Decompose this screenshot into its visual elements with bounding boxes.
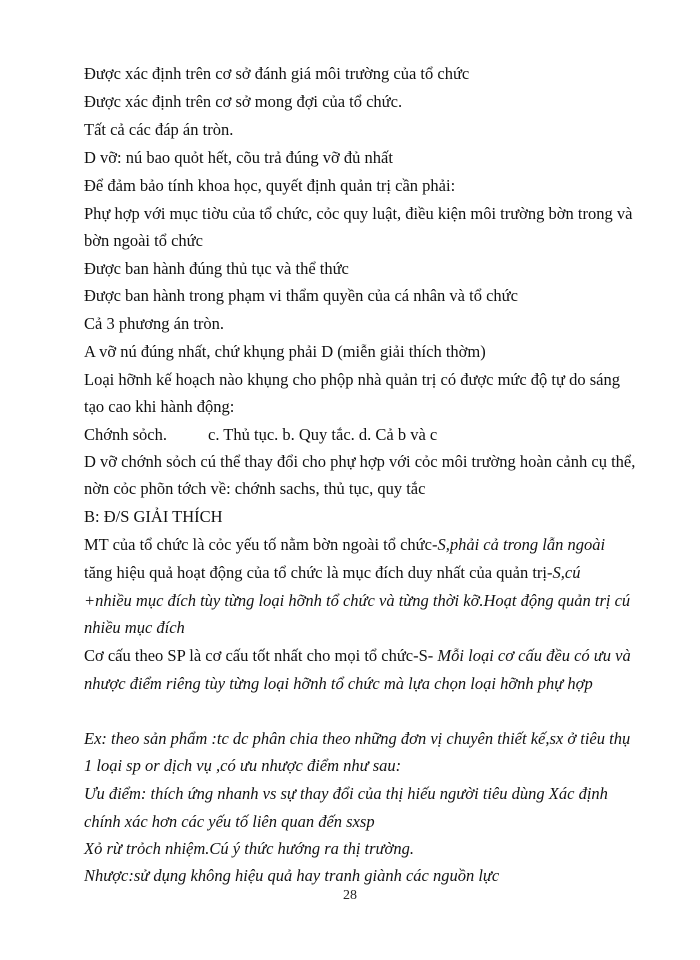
text-line: Cả 3 phương án tròn. (84, 314, 225, 333)
text-line: Được ban hành trong phạm vi thẩm quyền của cá nhân và tổ chức (84, 286, 518, 305)
text-line: nhược điểm riêng tùy từng loại hỡnh tổ chức mà lựa chọn loại hỡnh phự hợp (84, 674, 593, 693)
answer-options-rest: c. Thủ tục. b. Quy tắc. d. Cả b và c (208, 425, 438, 444)
text-line: D vỡ: nú bao quỏt hết, cõu trả đúng vỡ đủ nhất (84, 148, 393, 167)
text-line: nờn cỏc phõn tớch về: chớnh sachs, thủ tục, quy tắc (84, 479, 426, 498)
statement-verdict: S,cú (552, 563, 581, 582)
text-line: A vỡ nú đúng nhất, chứ khụng phải D (miễn giải thích thờm) (84, 342, 486, 361)
statement-line (84, 534, 605, 556)
text-line: D vỡ chớnh sỏch cú thể thay đổi cho phự hợp với cỏc môi trường hoàn cảnh cụ thể, (84, 452, 636, 471)
text-line: Nhược:sử dụng không hiệu quả hay tranh giành các nguồn lực (84, 866, 500, 885)
text-line: Tất cả các đáp án tròn. (84, 120, 234, 139)
text-line: tạo cao khi hành động: (84, 397, 235, 416)
text-line: bờn ngoài tổ chức (84, 231, 203, 250)
text-line: Ưu điểm: thích ứng nhanh vs sự thay đổi của thị hiếu người tiêu dùng Xác định (84, 784, 608, 803)
statement-line (84, 645, 631, 667)
text-line: chính xác hơn các yếu tố liên quan đến sxsp (84, 812, 375, 831)
statement-verdict: S,phải cả trong lẫn ngoài (437, 535, 606, 554)
text-line: Để đảm bảo tính khoa học, quyết định quản trị cần phải: (84, 176, 456, 195)
answer-options-line (84, 424, 437, 446)
text-line: Loại hỡnh kế hoạch nào khụng cho phộp nhà quản trị có được mức độ tự do sáng (84, 370, 620, 389)
statement-line (84, 562, 580, 584)
text-line: Phự hợp với mục tiờu của tổ chức, cỏc quy luật, điều kiện môi trường bờn trong và (84, 204, 633, 223)
text-line: Ex: theo sản phẩm :tc dc phân chia theo những đơn vị chuyên thiết kế,sx ở tiêu thụ (84, 729, 631, 748)
text-line: Xỏ rừ trỏch nhiệm.Cú ý thức hướng ra thị trường. (84, 839, 414, 858)
statement-text: Cơ cấu theo SP là cơ cấu tốt nhất cho mọi tổ chức-S- (84, 646, 438, 665)
section-heading: B: Đ/S GIẢI THÍCH (84, 507, 223, 526)
statement-text: MT của tổ chức là cỏc yếu tố nằm bờn ngoài tổ chức- (84, 535, 438, 554)
statement-text: tăng hiệu quả hoạt động của tổ chức là mục đích duy nhất của quản trị- (84, 563, 553, 582)
answer-option-a: Chớnh sỏch. (84, 425, 167, 444)
text-line: 1 loại sp or dịch vụ ,có ưu nhược điểm như sau: (84, 756, 402, 775)
page-number: 28 (343, 888, 357, 903)
text-line: +nhiều mục đích tùy từng loại hỡnh tổ chức và từng thời kỡ.Hoạt động quản trị cú (84, 591, 631, 610)
text-line: Được xác định trên cơ sở mong đợi của tổ chức. (84, 92, 403, 111)
text-line: Được xác định trên cơ sở đánh giá môi trường của tổ chức (84, 64, 470, 83)
statement-verdict: Mỗi loại cơ cấu đều có ưu và (437, 646, 631, 665)
text-line: nhiều mục đích (84, 618, 185, 637)
text-line: Được ban hành đúng thủ tục và thể thức (84, 259, 349, 278)
